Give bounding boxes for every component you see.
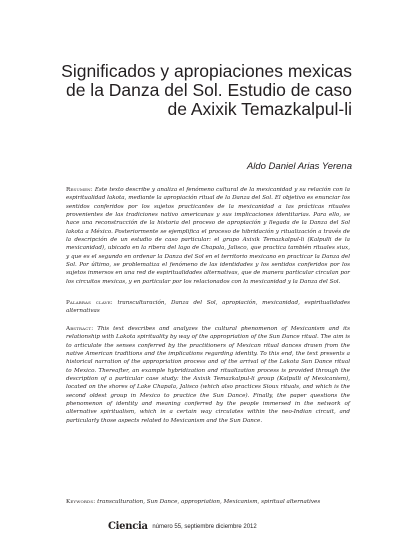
palabras-clave-text: transculturación, Danza del Sol, apropiación, mexicanidad, espiritualidades alternativas (66, 300, 350, 315)
abstract-paragraph (66, 325, 350, 425)
journal-logo: Ciencia (108, 521, 148, 532)
abstract-label: Abstract: (66, 326, 94, 332)
palabras-clave-paragraph (66, 299, 350, 316)
palabras-clave-label: Palabras clave: (66, 300, 113, 306)
keywords-paragraph (66, 498, 350, 506)
article-title: Significados y apropiaciones mexicas de la Danza del Sol. Estudio de caso de Axixik Temazkalpul-li (61, 61, 352, 119)
journal-footer (108, 521, 348, 532)
resumen-text: Este texto describe y analiza el fenómeno cultural de la mexicanidad y su relación con la espiritualidad lakota, mediante la apropiación ritual de la Danza del Sol. El objetivo es enunciar los sentidos conferidos por los sujetos practicantes de la mexicanidad a las prácticas rituales provenientes de las tradiciones nativo americanas y sus implicaciones identitarias. Para ello, se hace una reconstrucción de la historia del proceso de apropiación y llegada de la Danza del Sol lakota a México. Posteriormente se ejemplifica el proceso de hibridación y ritualización a través de la descripción de un estudio de caso particular: el grupo Axixik Temazkalpul-li (Kalpulli de la mexicanidad), ubicado en la ribera del lago de Chapala, Jalisco, que practica también rituales siux, y que es el segundo en ordenar la Danza del Sol en el territorio mexicano en practicar la Danza del Sol. Por último, se problematiza el fenómeno de las identidades y los sentidos conferidos por los sujetos inmersos en una red de espiritualidades alternativas, que de manera particular circulan por los circuitos mexicas, y en particular por los relacionados con la mexicanidad y la Danza del Sol. (66, 187, 351, 285)
keywords-text: transculturation, Sun Dance, appropriation, Mexicanism, spiritual alternatives (97, 499, 321, 505)
abstract-text: This text describes and analyzes the cultural phenomenon of Mexicanism and its relationship with Lakota spirituality by way of the appropriation of the Sun Dance ritual. The aim is to articulate the senses conferred by the practitioners of Mexican ritual dances drawn from the native American traditions and the implications regarding identity. To this end, the text presents a historical narration of the appropriation process and of the arrival of the Lakota Sun Dance ritual to Mexico. Thereafter, an example hybridization and ritualization process is provided through the description of a particular case study: the Axixik Temazkalpul-li group (Kalpulli of Mexicanism), located on the shores of Lake Chapala, Jalisco (which also practices Sioux rituals, and which is the second oldest group in Mexico to practice the Sun Dance). Finally, the paper questions the phenomenon of identity and meaning conferred by the people immersed in the network of alternative spiritualism, which in a certain way circulates within the neo-Indian circuit, and particularly those aspects related to Mexicanism and the Sun Dance. (66, 326, 350, 424)
issue-info: número 55, septiembre diciembre 2012 (152, 524, 257, 530)
author-name: Aldo Daniel Arias Yerena (246, 161, 352, 172)
resumen-paragraph (66, 186, 350, 286)
resumen-label: Resumen: (66, 187, 93, 193)
keywords-label: Keywords: (66, 499, 96, 505)
